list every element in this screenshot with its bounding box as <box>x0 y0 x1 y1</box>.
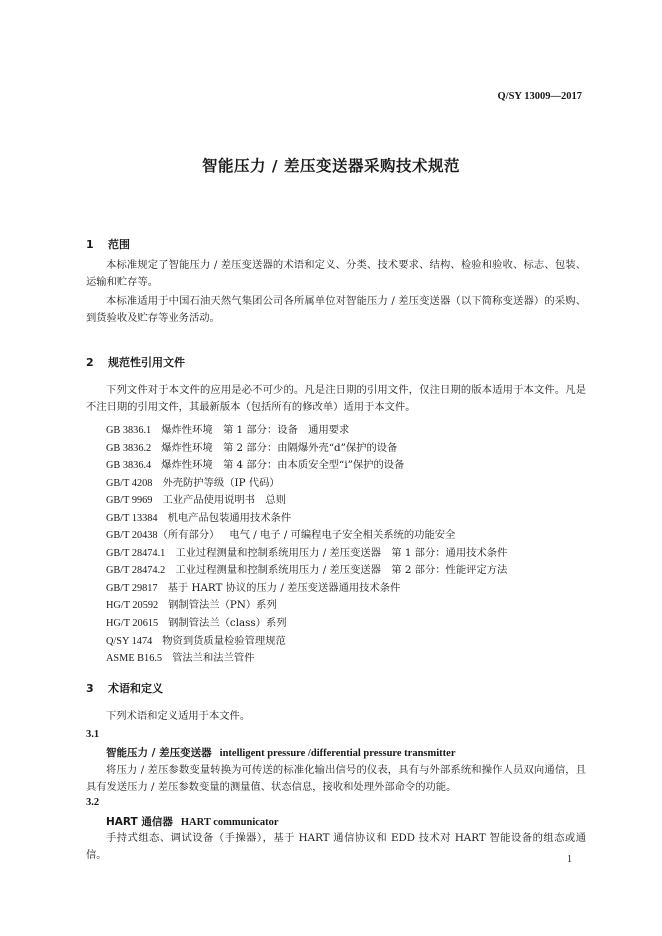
reference-title: 外壳防护等级（IP 代码） <box>162 476 280 489</box>
list-item <box>106 633 507 651</box>
list-item <box>106 440 507 458</box>
reference-code: GB 3836.2 <box>106 442 152 454</box>
reference-code: GB/T 4208 <box>106 477 153 489</box>
list-item <box>106 422 507 440</box>
section-number: 1 <box>86 238 94 251</box>
term-name-zh: 智能压力 / 差压变送器 <box>106 747 212 759</box>
list-item <box>106 580 507 598</box>
reference-code: GB 3836.1 <box>106 425 152 436</box>
scope-paragraph-1: 本标准规定了智能压力 / 差压变送器的术语和定义、分类、技术要求、结构、检验和验收、标志、包装、运输和贮存等。 <box>86 259 586 289</box>
reference-code: ASME B16.5 <box>106 653 163 665</box>
term-name-en: HART communicator <box>180 817 279 828</box>
section-title: 术语和定义 <box>108 682 163 695</box>
term-name <box>106 745 456 760</box>
reference-code: HG/T 20592 <box>106 600 159 612</box>
reference-title: 基于 HART 协议的压力 / 差压变送器通用技术条件 <box>167 581 401 594</box>
section-number: 3 <box>86 682 94 695</box>
reference-code: GB/T 29817 <box>106 582 158 594</box>
document-title: 智能压力 / 差压变送器采购技术规范 <box>202 157 460 175</box>
reference-code: Q/SY 1474 <box>106 635 153 647</box>
reference-title: 工业过程测量和控制系统用压力 / 差压变送器 第 2 部分：性能评定方法 <box>175 564 508 577</box>
reference-code: HG/T 20615 <box>106 618 159 630</box>
reference-title: 电气 / 电子 / 可编程电子安全相关系统的功能安全 <box>229 529 456 542</box>
term-name-en: intelligent pressure /differential pressure transmitter <box>219 748 456 759</box>
normative-intro: 下列文件对于本文件的应用是必不可少的。凡是注日期的引用文件，仅注日期的版本适用于本文件。凡是不注日期的引用文件，其最新版本（包括所有的修改单）适用于本文件。 <box>86 384 586 414</box>
scope-paragraph-2: 本标准适用于中国石油天然气集团公司各所属单位对智能压力 / 差压变送器（以下简称变送器）的采购、到货验收及贮存等业务活动。 <box>86 295 586 325</box>
section-number: 2 <box>86 356 94 369</box>
section-1-heading <box>86 236 130 252</box>
list-item <box>106 510 507 528</box>
term-name-zh: HART 通信器 <box>106 816 173 828</box>
reference-code: GB/T 13384 <box>106 512 158 524</box>
reference-title: 工业产品使用说明书 总则 <box>162 494 286 507</box>
term-number: 3.1 <box>86 729 100 740</box>
list-item <box>106 545 507 563</box>
term-name <box>106 814 279 829</box>
list-item <box>106 457 507 475</box>
reference-title: 爆炸性环境 第 2 部分：由隔爆外壳“d”保护的设备 <box>161 441 398 454</box>
reference-list <box>106 422 507 668</box>
reference-title: 物资到货质量检验管理规范 <box>162 634 286 647</box>
list-item <box>106 475 507 493</box>
reference-code: GB/T 20438（所有部分） <box>106 530 220 542</box>
reference-title: 管法兰和法兰管件 <box>172 652 255 665</box>
reference-title: 钢制管法兰（class）系列 <box>168 617 287 630</box>
list-item <box>106 527 507 545</box>
list-item <box>106 562 507 580</box>
section-title: 范围 <box>108 238 130 251</box>
reference-title: 工业过程测量和控制系统用压力 / 差压变送器 第 1 部分：通用技术条件 <box>175 546 508 559</box>
section-title: 规范性引用文件 <box>108 356 185 369</box>
page-number: 1 <box>567 854 572 865</box>
reference-code: GB/T 28474.1 <box>106 547 166 559</box>
standard-code: Q/SY 13009—2017 <box>497 91 582 102</box>
terms-intro: 下列术语和定义适用于本文件。 <box>106 710 251 722</box>
list-item <box>106 597 507 615</box>
reference-code: GB 3836.4 <box>106 460 152 472</box>
reference-code: GB/T 28474.2 <box>106 565 166 577</box>
reference-title: 爆炸性环境 第 4 部分：由本质安全型“i”保护的设备 <box>161 459 405 472</box>
reference-title: 爆炸性环境 第 1 部分：设备 通用要求 <box>161 424 350 436</box>
section-2-heading <box>86 354 185 370</box>
list-item <box>106 615 507 633</box>
term-definition: 手持式组态、调试设备（手操器），基于 HART 通信协议和 EDD 技术对 HART 智能设备的组态或通信。 <box>86 832 586 862</box>
reference-title: 钢制管法兰（PN）系列 <box>168 599 277 612</box>
term-number: 3.2 <box>86 797 100 808</box>
reference-code: GB/T 9969 <box>106 495 153 507</box>
reference-title: 机电产品包装通用技术条件 <box>167 511 292 524</box>
list-item <box>106 650 507 668</box>
term-definition: 将压力 / 差压参数变量转换为可传送的标准化输出信号的仪表，具有与外部系统和操作人员双向通信，且具有发送压力 / 差压参数变量的测量值、状态信息，接收和处理外部命令的功能。 <box>86 764 586 794</box>
list-item <box>106 492 507 510</box>
section-3-heading <box>86 680 163 696</box>
